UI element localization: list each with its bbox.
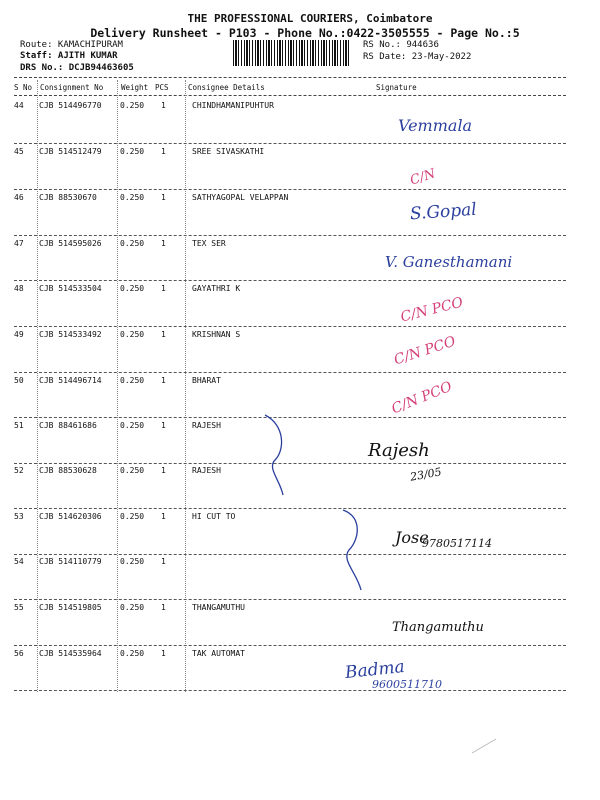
signature-48: C/N PCO (399, 294, 465, 326)
row-divider (14, 189, 566, 190)
row-consignment: CJB 88530628 (39, 466, 97, 475)
row-pcs: 1 (161, 376, 166, 385)
signature-56: Badma (344, 656, 406, 684)
row-sno: 56 (14, 649, 24, 658)
row-divider (14, 599, 566, 600)
row-sno: 52 (14, 466, 24, 475)
row-consignee: KRISHNAN S (192, 330, 241, 339)
row-consignment: CJB 514595026 (39, 239, 102, 248)
row-weight: 0.250 (120, 239, 145, 248)
row-divider (14, 508, 566, 509)
brace-scribble (255, 410, 295, 500)
signature-51: Rajesh (368, 440, 430, 461)
row-consignee: SREE SIVASKATHI (192, 147, 265, 156)
header-divider-bottom (14, 95, 566, 96)
col-signature: Signature (376, 83, 417, 92)
row-pcs: 1 (161, 239, 166, 248)
company-title: THE PROFESSIONAL COURIERS, Coimbatore (187, 12, 433, 25)
row-weight: 0.250 (120, 330, 145, 339)
row-weight: 0.250 (120, 101, 145, 110)
row-sno: 54 (14, 557, 24, 566)
row-weight: 0.250 (120, 147, 145, 156)
row-weight: 0.250 (120, 649, 145, 658)
row-divider (14, 280, 566, 281)
row-sno: 46 (14, 193, 24, 202)
row-consignee: CHINDHAMANIPUHTUR (192, 101, 274, 110)
row-consignment: CJB 514535964 (39, 649, 102, 658)
header-divider-top (14, 77, 566, 78)
row-divider (14, 372, 566, 373)
row-consignee: BHARAT (192, 376, 221, 385)
row-consignment: CJB 88461686 (39, 421, 97, 430)
row-sno: 47 (14, 239, 24, 248)
row-sno: 49 (14, 330, 24, 339)
table-row (14, 649, 566, 689)
col-consignment: Consignment No (40, 83, 104, 92)
row-consignee: RAJESH (192, 421, 221, 430)
row-consignee: TAK AUTOMAT (192, 649, 245, 658)
row-pcs: 1 (161, 193, 166, 202)
rs-number: RS No.: 944636 (363, 40, 439, 50)
row-sno: 51 (14, 421, 24, 430)
signature-53-phone: 9780517114 (422, 537, 492, 550)
table-row (14, 101, 566, 141)
table-row (14, 147, 566, 187)
row-weight: 0.250 (120, 603, 145, 612)
row-pcs: 1 (161, 557, 166, 566)
row-sno: 53 (14, 512, 24, 521)
row-consignee: RAJESH (192, 466, 221, 475)
signature-51-date: 23/05 (409, 465, 443, 484)
row-pcs: 1 (161, 101, 166, 110)
row-consignment: CJB 514533504 (39, 284, 102, 293)
drs-label: DRS No.: DCJB94463605 (20, 63, 134, 73)
row-sno: 48 (14, 284, 24, 293)
row-sno: 50 (14, 376, 24, 385)
brace-scribble (335, 505, 375, 595)
rs-date: RS Date: 23-May-2022 (363, 52, 472, 62)
signature-53: Jose (395, 528, 429, 547)
row-weight: 0.250 (120, 466, 145, 475)
row-divider (14, 690, 566, 691)
signature-55: Thangamuthu (392, 620, 484, 635)
row-weight: 0.250 (120, 557, 145, 566)
staff-label: Staff: AJITH KUMAR (20, 51, 118, 61)
row-pcs: 1 (161, 466, 166, 475)
pen-mark (470, 735, 500, 755)
row-pcs: 1 (161, 649, 166, 658)
signature-44: Vemmala (398, 116, 473, 135)
row-pcs: 1 (161, 512, 166, 521)
row-consignment: CJB 514620306 (39, 512, 102, 521)
row-weight: 0.250 (120, 421, 145, 430)
row-pcs: 1 (161, 603, 166, 612)
runsheet-subtitle: Delivery Runsheet - P103 - Phone No.:0422-3505555 - Page No.:5 (90, 26, 520, 40)
row-consignment: CJB 88530670 (39, 193, 97, 202)
row-weight: 0.250 (120, 376, 145, 385)
row-sno: 45 (14, 147, 24, 156)
row-divider (14, 143, 566, 144)
row-sno: 44 (14, 101, 24, 110)
row-consignee: SATHYAGOPAL VELAPPAN (192, 193, 289, 202)
row-pcs: 1 (161, 147, 166, 156)
col-consignee: Consignee Details (188, 83, 265, 92)
row-consignment: CJB 514519805 (39, 603, 102, 612)
row-divider (14, 235, 566, 236)
signature-56-phone: 9600511710 (372, 678, 442, 691)
row-consignee: TEX SER (192, 239, 226, 248)
row-consignment: CJB 514496714 (39, 376, 102, 385)
signature-45: C/N (408, 166, 438, 189)
row-consignment: CJB 514496770 (39, 101, 102, 110)
row-divider (14, 554, 566, 555)
route-label: Route: KAMACHIPURAM (20, 40, 123, 50)
row-weight: 0.250 (120, 512, 145, 521)
row-divider (14, 326, 566, 327)
row-weight: 0.250 (120, 284, 145, 293)
col-weight: Weight (121, 83, 149, 92)
row-divider (14, 645, 566, 646)
signature-47: V. Ganesthamani (385, 253, 513, 271)
row-pcs: 1 (161, 421, 166, 430)
row-pcs: 1 (161, 284, 166, 293)
table-row (14, 284, 566, 324)
barcode (233, 40, 351, 66)
row-consignee: HI CUT TO (192, 512, 236, 521)
row-weight: 0.250 (120, 193, 145, 202)
signature-46: S.Gopal (409, 199, 478, 225)
signature-49: C/N PCO (392, 333, 458, 369)
table-row (14, 193, 566, 233)
table-row (14, 557, 566, 597)
col-sno: S No (14, 83, 33, 92)
col-pcs: PCS (155, 83, 169, 92)
row-consignment: CJB 514533492 (39, 330, 102, 339)
row-consignee: GAYATHRI K (192, 284, 241, 293)
row-pcs: 1 (161, 330, 166, 339)
row-consignment: CJB 514110779 (39, 557, 102, 566)
table-row (14, 330, 566, 370)
row-consignment: CJB 514512479 (39, 147, 102, 156)
row-consignee: THANGAMUTHU (192, 603, 245, 612)
row-sno: 55 (14, 603, 24, 612)
signature-50: C/N PCO (389, 378, 455, 418)
